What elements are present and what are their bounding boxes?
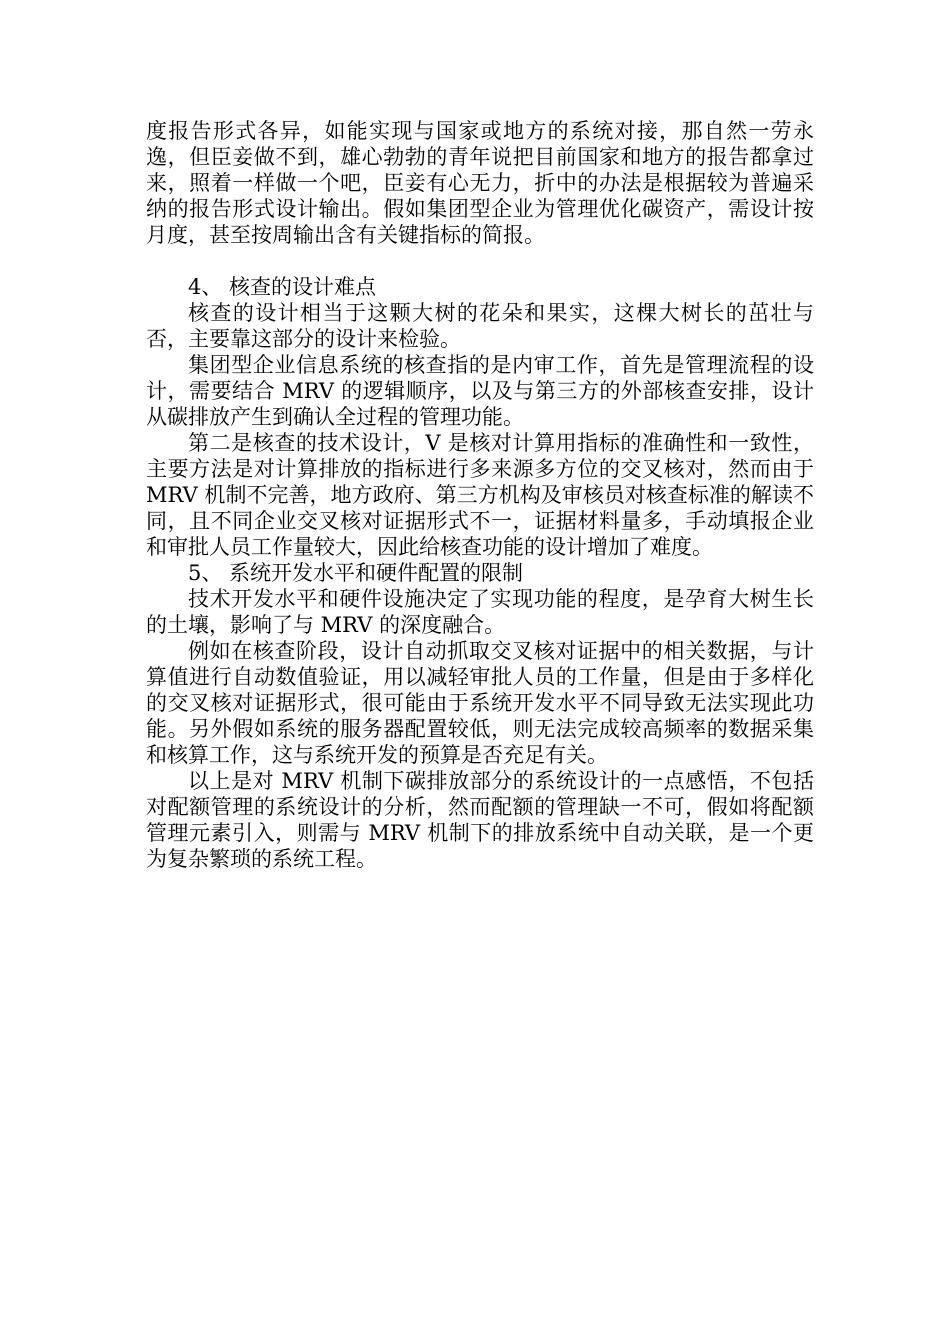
paragraph: 技术开发水平和硬件设施决定了实现功能的程度，是孕育大树生长的土壤，影响了与 MRV 的深度融合。 <box>146 587 814 637</box>
section-heading-4: 4、 核查的设计难点 <box>188 275 377 299</box>
paragraph: 以上是对 MRV 机制下碳排放部分的系统设计的一点感悟，不包括对配额管理的系统设计的分析，然而配额的管理缺一不可，假如将配额管理元素引入，则需与 MRV 机制下的排放系统中自动关联，是一个更为复杂繁琐的系统工程。 <box>146 769 814 871</box>
paragraph-gap <box>146 248 814 274</box>
paragraph: 例如在核查阶段，设计自动抓取交叉核对证据中的相关数据，与计算值进行自动数值验证，用以减轻审批人员的工作量，但是由于多样化的交叉核对证据形式，很可能由于系统开发水平不同导致无法实现此功能。另外假如系统的服务器配置较低，则无法完成较高频率的数据采集和核算工作，这与系统开发的预算是否充足有关。 <box>146 639 814 767</box>
section-heading-5: 5、 系统开发水平和硬件配置的限制 <box>188 561 524 585</box>
document-body <box>146 118 814 872</box>
paragraph: 第二是核查的技术设计，V 是核对计算用指标的准确性和一致性，主要方法是对计算排放的指标进行多来源多方位的交叉核对，然而由于 MRV 机制不完善，地方政府、第三方机构及审核员对核查标准的解读不同，且不同企业交叉核对证据形式不一，证据材料量多，手动填报企业和审批人员工作量较大，因此给核查功能的设计增加了难度。 <box>146 431 814 559</box>
paragraph: 核查的设计相当于这颗大树的花朵和果实，这棵大树长的茁壮与否，主要靠这部分的设计来检验。 <box>146 301 814 351</box>
paragraph-continuation: 度报告形式各异，如能实现与国家或地方的系统对接，那自然一劳永逸，但臣妾做不到，雄心勃勃的青年说把目前国家和地方的报告都拿过来，照着一样做一个吧，臣妾有心无力，折中的办法是根据较为普遍采纳的报告形式设计输出。假如集团型企业为管理优化碳资产，需设计按月度，甚至按周输出含有关键指标的简报。 <box>146 119 814 247</box>
paragraph: 集团型企业信息系统的核查指的是内审工作，首先是管理流程的设计，需要结合 MRV 的逻辑顺序，以及与第三方的外部核查安排，设计从碳排放产生到确认全过程的管理功能。 <box>146 353 814 429</box>
